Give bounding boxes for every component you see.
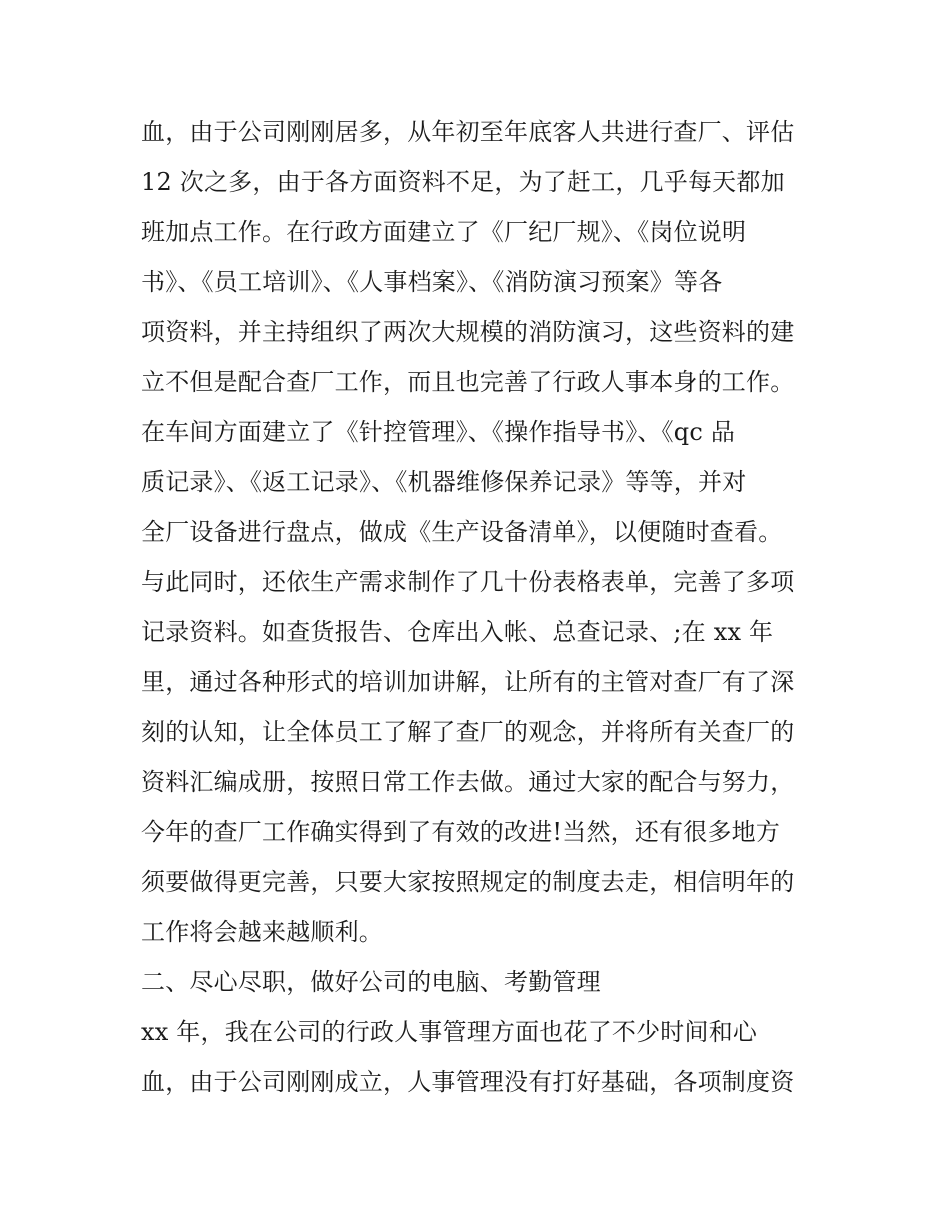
document-body xyxy=(141,107,821,1107)
text-line: 立不但是配合查厂工作，而且也完善了行政人事本身的工作。 xyxy=(141,368,795,396)
text-line: xx 年，我在公司的行政人事管理方面也花了不少时间和心 xyxy=(141,1018,758,1046)
text-line: 在车间方面建立了《针控管理》、《操作指导书》、《qc 品 xyxy=(141,418,736,446)
text-line: 刻的认知，让全体员工了解了查厂的观念，并将所有关查厂的 xyxy=(141,718,795,746)
text-line: 里，通过各种形式的培训加讲解，让所有的主管对查厂有了深 xyxy=(141,668,795,696)
text-line: 全厂设备进行盘点，做成《生产设备清单》，以便随时查看。 xyxy=(141,518,783,546)
text-line: 与此同时，还依生产需求制作了几十份表格表单，完善了多项 xyxy=(141,568,795,596)
text-line: 班加点工作。在行政方面建立了《厂纪厂规》、《岗位说明 xyxy=(141,218,747,246)
text-line: 书》、《员工培训》、《人事档案》、《消防演习预案》等各 xyxy=(141,268,723,296)
text-line: 12 次之多，由于各方面资料不足，为了赶工，几乎每天都加 xyxy=(141,168,785,196)
section-heading: 二、尽心尽职，做好公司的电脑、考勤管理 xyxy=(141,968,601,996)
text-line: 项资料，并主持组织了两次大规模的消防演习，这些资料的建 xyxy=(141,318,795,346)
text-line: 工作将会越来越顺利。 xyxy=(141,918,383,946)
text-line: 记录资料。如查货报告、仓库出入帐、总查记录、;在 xx 年 xyxy=(141,618,774,646)
text-line: 资料汇编成册，按照日常工作去做。通过大家的配合与努力， xyxy=(141,768,795,796)
text-line: 质记录》、《返工记录》、《机器维修保养记录》等等，并对 xyxy=(141,468,747,496)
text-line: 血，由于公司刚刚居多，从年初至年底客人共进行查厂、评估 xyxy=(141,118,795,146)
text-line: 今年的查厂工作确实得到了有效的改进!当然，还有很多地方 xyxy=(141,818,781,846)
text-line: 须要做得更完善，只要大家按照规定的制度去走，相信明年的 xyxy=(141,868,795,896)
text-line: 血，由于公司刚刚成立，人事管理没有打好基础，各项制度资 xyxy=(141,1068,795,1096)
